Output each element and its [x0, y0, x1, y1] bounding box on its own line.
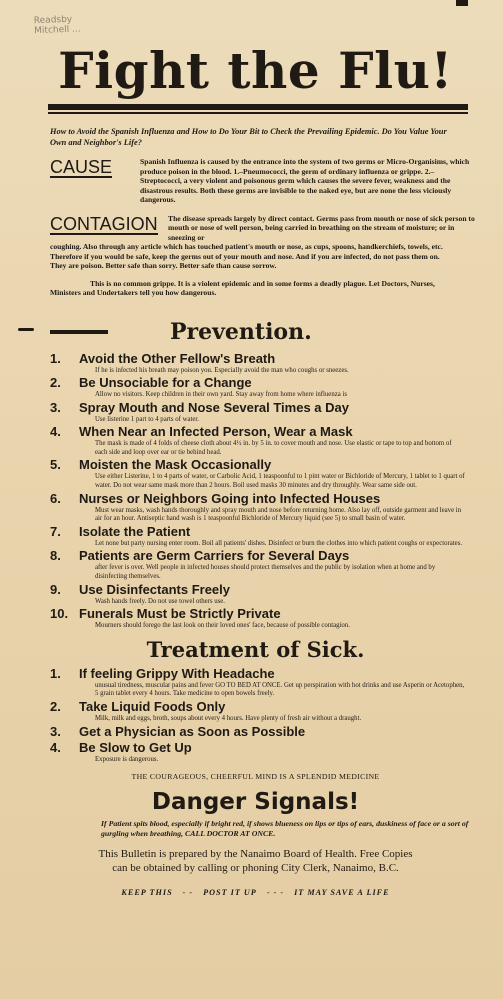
- cause-text: Spanish Influenza is caused by the entrance into the system of two germs or Micro-Organisims, which produce poison in the blood. 1.–Pneumococci, the germ of ordinary influenza or grippe. 2.–Streptococci, a very violent and poisonous germ which causes the severe fever, weakness and the disastrous results. Both these germs are invisible to the naked eye, but are none the less viciously dangerous.: [140, 157, 470, 204]
- footer-dash-2: - - -: [266, 888, 285, 898]
- bulletin: [36, 847, 475, 875]
- prevention-item: [50, 548, 465, 581]
- cause-label-wrap: [50, 157, 140, 205]
- contagion-section: [50, 214, 475, 243]
- prevention-item: [50, 524, 465, 549]
- prevention-item-heading: Patients are Germ Carriers for Several Days: [79, 548, 350, 564]
- prevention-item-body: [79, 491, 465, 524]
- prevention-item-body: [79, 524, 465, 549]
- treatment-item-number: 4.: [50, 739, 61, 755]
- handwritten-line-2: Mitchell ...: [34, 24, 81, 37]
- prevention-item: [50, 400, 465, 425]
- edge-mark: [18, 328, 34, 331]
- warning-text: This is no common grippe. It is a violent epidemic and in some forms a deadly plague. Let Doctors, Nurses, Ministers and Undertakers tell you how dangerous.: [50, 278, 435, 297]
- prevention-item: [50, 606, 465, 631]
- prevention-item-number: 8.: [50, 548, 61, 564]
- prevention-item-number: 6.: [50, 490, 61, 506]
- treatment-item-number: 1.: [50, 665, 61, 681]
- treatment-list: [50, 666, 465, 764]
- prevention-item-number: 1.: [50, 350, 61, 366]
- prevention-item-body: [79, 582, 465, 607]
- danger-title: Danger Signals!: [151, 789, 360, 816]
- title-rule-thin: [48, 112, 468, 114]
- prevention-item-heading: Nurses or Neighbors Going into Infected Houses: [79, 490, 381, 506]
- prevention-title: Prevention.: [170, 318, 312, 345]
- prevention-item-description: Allow no visitors. Keep children in their own yard. Stay away from home where influenza is: [95, 391, 347, 399]
- motto: THE COURAGEOUS, CHEERFUL MIND IS A SPLENDID MEDICINE: [131, 772, 380, 782]
- danger-text: If Patient spits blood, especially if bright red, if shows blueness on lips or tips of ears, duskiness of face or a sort of gurgling when breathing, CALL DOCTOR AT ONCE.: [101, 819, 469, 838]
- prevention-item: [50, 375, 465, 400]
- cause-label: CAUSE: [50, 157, 113, 177]
- contagion-text-first: The disease spreads largely by direct contact. Germs pass from mouth or nose of sick person to mouth or nose of well person, being carried in breathing on the stream of moisture; or in sneezing or: [168, 213, 475, 242]
- prevention-item-description: Use listerine 1 part to 4 parts of water.: [95, 415, 200, 423]
- treatment-item-description: Milk, milk and eggs, broth, soups about every 4 hours. Have plenty of fresh air without a draught.: [95, 715, 362, 722]
- prevention-item-heading: Be Unsociable for a Change: [79, 375, 252, 391]
- title-rule-thick: [48, 104, 468, 110]
- prevention-item: [50, 582, 465, 607]
- prevention-item-number: 3.: [50, 399, 61, 415]
- treatment-item-body: [79, 740, 465, 765]
- prevention-item-heading: Isolate the Patient: [79, 523, 191, 539]
- prevention-item-number: 9.: [50, 581, 61, 597]
- prevention-item-description: after fever is over. Well people in infected houses should protect themselves and the public by isolation when at home and by disinfecting themselves.: [95, 564, 436, 581]
- treatment-item-heading: If feeling Grippy With Headache: [79, 665, 275, 681]
- footer-save: IT MAY SAVE A LIFE: [294, 888, 390, 898]
- prevention-item-description: Must wear masks, wash hands thoroughly and spray mouth and nose before returning home. Also lay off, outside garment and leave in air for an hour. Antiseptic hand wash is 1 teaspoonful Bichloride of Mercury liquid (see 5) to small basin of water.: [95, 506, 462, 523]
- footer-post: POST IT UP: [203, 888, 257, 898]
- poster-title: Fight the Flu!: [58, 41, 453, 100]
- contagion-label: CONTAGION: [50, 213, 158, 234]
- prevention-item: [50, 491, 465, 524]
- contagion-text-rest: coughing. Also through any article which has touched patient's mouth or nose, as cups, spoons, handkerchiefs, towels, etc. Therefore if you would be safe, keep the germs out of your mouth and nose. And if you are infected, do not pass them on. They are poison. Better safe than sorry. Better safe than cause sorrow.: [50, 242, 443, 270]
- prevention-item-heading: Use Disinfectants Freely: [79, 581, 231, 597]
- cause-section: [50, 157, 475, 205]
- corner-mark: [456, 0, 468, 6]
- prevention-item-body: [79, 424, 465, 457]
- prevention-heading: [50, 319, 475, 345]
- prevention-item-heading: Spray Mouth and Nose Several Times a Day: [79, 399, 349, 415]
- treatment-item-body: [79, 724, 465, 740]
- prevention-item-heading: Funerals Must be Strictly Private: [79, 606, 281, 622]
- prevention-item-body: [79, 548, 465, 581]
- prevention-item-description: Let none but party nursing enter room. Boil all patients' dishes. Disinfect or burn the clothes into which patient coughs or expectorates.: [95, 539, 463, 547]
- prevention-item-body: [79, 375, 465, 400]
- prevention-item-description: The mask is made of 4 folds of cheese cloth about 4½ in. by 5 in. to cover mouth and nose. Use elastic or tape to top and bottom of each side and loop over ear or tie behind head.: [95, 440, 452, 456]
- prevention-item: [50, 424, 465, 457]
- prevention-item-number: 10.: [50, 606, 69, 622]
- treatment-item-body: [79, 699, 465, 724]
- prevention-item: [50, 457, 465, 490]
- treatment-item: [50, 699, 465, 724]
- bulletin-line-2: can be obtained by calling or phoning City Clerk, Nanaimo, B.C.: [112, 862, 399, 875]
- handwritten-note: [34, 12, 155, 36]
- prevention-item-description: Use either Listerine, 1 to 4 parts of water, or Carbolic Acid, 1 teaspoonful to 1 pint water or Bichloride of Mercury, 1 tablet to 1 quart of water. Do not wear same mask more than 2 hours. Boil used masks 30 minutes and dry throughly. Wear same side out.: [95, 473, 465, 490]
- treatment-item: [50, 740, 465, 765]
- prevention-item-heading: Moisten the Mask Occasionally: [79, 457, 272, 473]
- treatment-item-heading: Take Liquid Foods Only: [79, 699, 226, 714]
- treatment-item-heading: Get a Physician as Soon as Possible: [79, 723, 306, 739]
- bulletin-line-1: This Bulletin is prepared by the Nanaimo Board of Health. Free Copies: [98, 848, 413, 861]
- prevention-item-body: [79, 400, 465, 425]
- prevention-item: [50, 351, 465, 376]
- prevention-item-number: 2.: [50, 375, 61, 391]
- treatment-item-heading: Be Slow to Get Up: [79, 739, 192, 755]
- treatment-item-number: 3.: [50, 723, 61, 739]
- prevention-item-description: Wash hands freely. Do not use towel others use.: [95, 597, 226, 605]
- prevention-dash: [50, 330, 108, 334]
- treatment-item: [50, 724, 465, 740]
- prevention-list: [50, 351, 465, 631]
- treatment-title: Treatment of Sick.: [146, 636, 365, 662]
- treatment-item-body: [79, 666, 465, 699]
- treatment-item: [50, 666, 465, 699]
- prevention-item-number: 4.: [50, 424, 61, 440]
- footer: [36, 888, 475, 897]
- prevention-item-number: 5.: [50, 457, 61, 473]
- treatment-item-description: Exposure is dangerous.: [95, 755, 159, 763]
- footer-keep: KEEP THIS: [121, 888, 173, 898]
- prevention-item-body: [79, 457, 465, 490]
- footer-dash-1: - -: [182, 888, 194, 898]
- prevention-item-body: [79, 606, 465, 631]
- prevention-item-number: 7.: [50, 523, 61, 539]
- prevention-item-description: Mourners should forego the last look on their loved ones' face, because of possible contagion.: [95, 622, 350, 630]
- treatment-item-description: unusual tiredness, muscular pains and fever GO TO BED AT ONCE. Get up perspiration with hot drinks and use Asperin or Acetophen, 5 grain tablet every 4 hours. Take medicine to open bowels freely.: [95, 681, 465, 698]
- prevention-item-description: If he is infected his breath may poison you. Especially avoid the man who coughs or sneezes.: [95, 366, 349, 374]
- prevention-item-body: [79, 351, 465, 376]
- treatment-item-number: 2.: [50, 699, 61, 714]
- prevention-item-heading: When Near an Infected Person, Wear a Mask: [79, 424, 353, 440]
- contagion-label-wrap: [50, 214, 168, 243]
- handwritten-line-1: Readsby: [33, 14, 73, 27]
- intro-question: How to Avoid the Spanish Influenza and How to Do Your Bit to Check the Prevailing Epidemic. Do You Value Your Own and Neighbor's Life?: [50, 127, 447, 147]
- prevention-item-heading: Avoid the Other Fellow's Breath: [79, 350, 276, 366]
